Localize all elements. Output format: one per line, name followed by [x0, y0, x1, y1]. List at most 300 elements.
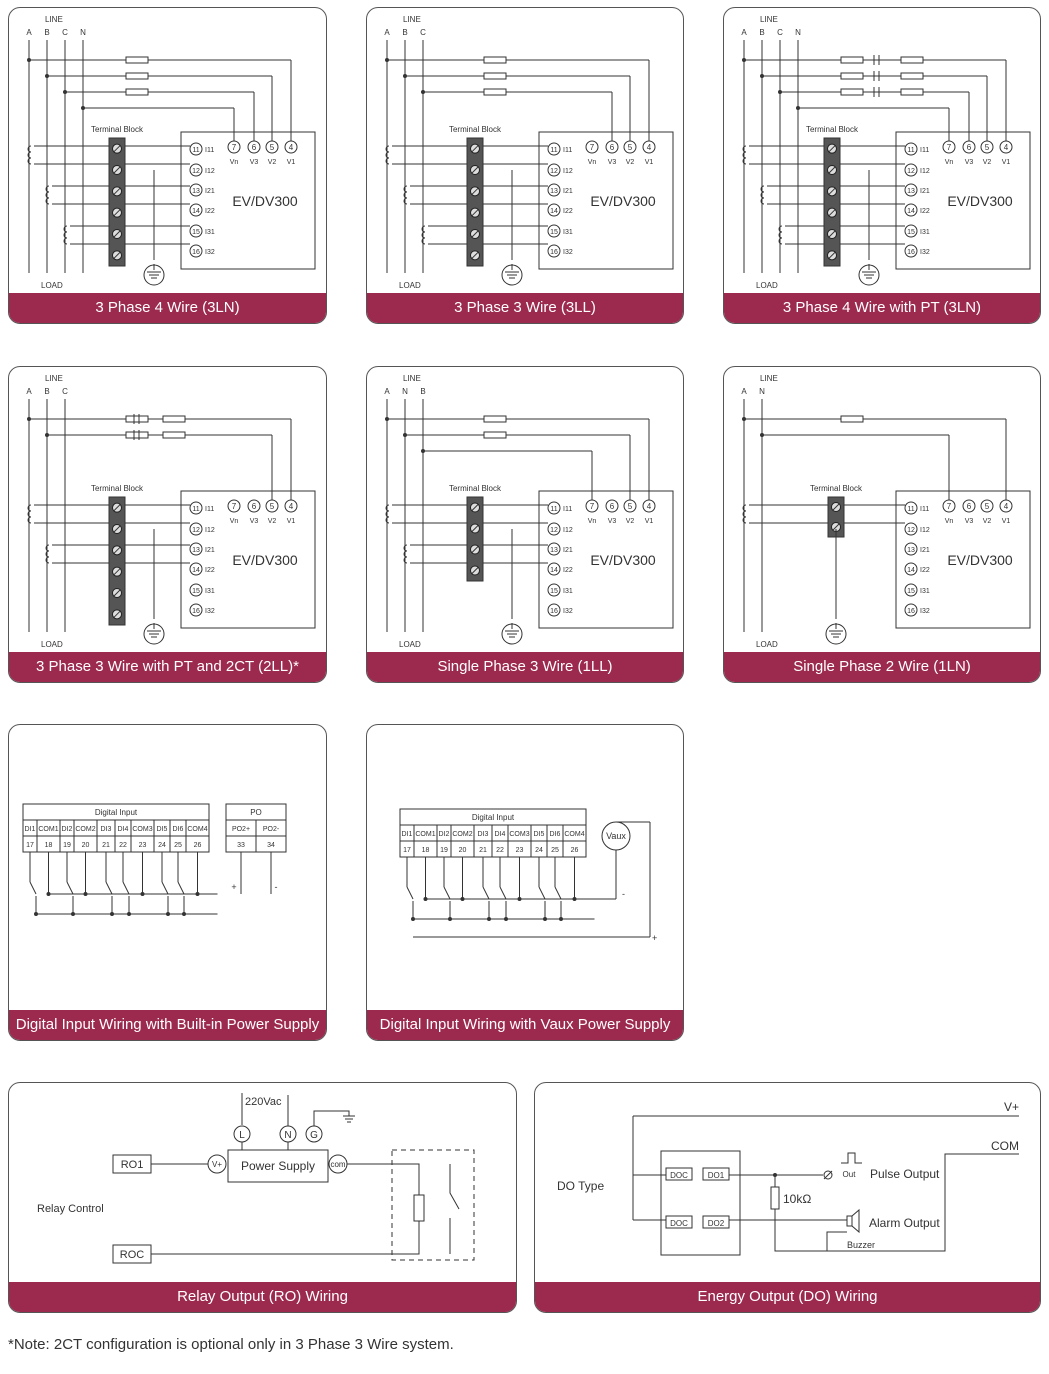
- di-pin-number: 19: [440, 847, 448, 854]
- fuse-icon: [841, 89, 863, 95]
- di-pin-number: 23: [138, 842, 147, 849]
- junction-dot: [385, 58, 389, 62]
- ro1-label: RO1: [120, 1159, 144, 1171]
- terminal-label: I22: [205, 208, 215, 215]
- terminal-number: 4: [646, 502, 652, 511]
- di-column-label: COM4: [564, 831, 585, 838]
- terminal-label: Vn: [229, 159, 239, 166]
- di-column-label: COM3: [509, 831, 530, 838]
- terminal-number: 14: [550, 208, 558, 215]
- fuse-icon: [126, 432, 148, 438]
- di-pin-number: 21: [479, 847, 487, 854]
- terminal-label: I21: [563, 547, 573, 554]
- do-label: DO2: [707, 1219, 725, 1228]
- terminal-number: 7: [231, 502, 237, 511]
- terminal-number: 5: [984, 502, 990, 511]
- di-pin-number: 23: [515, 847, 524, 854]
- vac-label: 220Vac: [245, 1096, 282, 1108]
- junction-dot: [421, 90, 425, 94]
- terminal-number: 11: [550, 147, 558, 154]
- panel-energy-output: [534, 1082, 1041, 1313]
- terminal-number: 5: [627, 502, 633, 511]
- di-column-label: DI4: [117, 826, 129, 833]
- terminal-number: 16: [907, 249, 915, 256]
- terminal-number: 13: [192, 188, 200, 195]
- di-column-label: DI1: [401, 831, 413, 838]
- fuse-icon: [484, 432, 506, 438]
- fuse-icon: [163, 416, 185, 422]
- fuse-icon: [841, 73, 863, 79]
- terminal-number: 6: [251, 143, 257, 152]
- supply-terminal-label: N: [284, 1130, 292, 1141]
- di-pin-number: 20: [458, 847, 467, 854]
- terminal-label: I21: [205, 188, 215, 195]
- panel-caption: Single Phase 3 Wire (1LL): [367, 652, 683, 682]
- terminal-label: I32: [205, 249, 215, 256]
- di-column-label: DI2: [61, 826, 73, 833]
- junction-dot: [27, 58, 31, 62]
- terminal-label: I12: [563, 168, 573, 175]
- wire: [162, 882, 168, 894]
- wiring-diagram: [367, 367, 684, 654]
- terminal-number: 11: [907, 506, 915, 513]
- terminal-label: I12: [563, 527, 573, 534]
- fuse-icon: [901, 57, 923, 63]
- terminal-block: [824, 138, 840, 266]
- phase-label: A: [741, 387, 747, 396]
- fuse-icon: [126, 89, 148, 95]
- di-column-label: DI5: [156, 826, 168, 833]
- terminal-label: V3: [607, 518, 617, 525]
- device-label: EV/DV300: [590, 552, 656, 568]
- terminal-number: 6: [966, 143, 972, 152]
- device-label: EV/DV300: [947, 552, 1013, 568]
- di-column-label: COM1: [415, 831, 436, 838]
- wire: [123, 882, 129, 894]
- di-column-label: DI3: [477, 831, 489, 838]
- wire: [347, 1164, 419, 1195]
- terminal-number: 15: [550, 588, 558, 595]
- terminal-label: Vn: [944, 518, 954, 525]
- terminal-label: I12: [920, 527, 930, 534]
- panel-1p3w: [366, 366, 684, 683]
- di-pin-number: 26: [193, 842, 202, 849]
- terminal-number: 14: [550, 567, 558, 574]
- phase-label: A: [384, 387, 390, 396]
- panel-di-builtin: [8, 724, 327, 1041]
- terminal-label: V3: [964, 518, 974, 525]
- wire: [407, 887, 413, 899]
- terminal-number: 12: [907, 168, 915, 175]
- terminal-label: I11: [205, 506, 215, 513]
- terminal-label: I22: [920, 208, 930, 215]
- terminal-number: 5: [984, 143, 990, 152]
- phase-label: B: [44, 387, 50, 396]
- wiring-diagram: [724, 8, 1041, 295]
- junction-dot: [760, 74, 764, 78]
- wire: [444, 887, 450, 899]
- fuse-icon: [841, 416, 863, 422]
- plus-sign: +: [231, 882, 237, 892]
- phase-label: N: [795, 28, 801, 37]
- terminal-label: V2: [982, 518, 992, 525]
- resistor-label: 10kΩ: [783, 1192, 812, 1206]
- phase-label: A: [26, 28, 32, 37]
- terminal-label: Vn: [229, 518, 239, 525]
- wire: [30, 882, 36, 894]
- di-title: Digital Input: [94, 808, 138, 817]
- junction-dot: [421, 449, 425, 453]
- di-builtin-diagram: [9, 725, 327, 1012]
- minus-sign: -: [274, 882, 278, 892]
- terminal-label: I21: [920, 547, 930, 554]
- terminal-number: 13: [550, 188, 558, 195]
- di-pin-number: 17: [26, 842, 34, 849]
- terminal-number: 12: [192, 168, 200, 175]
- phase-label: N: [80, 28, 86, 37]
- di-pin-number: 19: [63, 842, 71, 849]
- di-column-label: DI4: [494, 831, 506, 838]
- fuse-icon: [484, 416, 506, 422]
- pulse-output-label: Pulse Output: [870, 1167, 940, 1181]
- panel-caption: 3 Phase 4 Wire with PT (3LN): [724, 293, 1040, 323]
- di-pin-number: 18: [421, 847, 430, 854]
- wire: [827, 1232, 847, 1251]
- line-label: LINE: [403, 374, 421, 383]
- com-label: com: [330, 1160, 346, 1169]
- junction-dot: [403, 74, 407, 78]
- terminal-label: V2: [982, 159, 992, 166]
- terminal-number: 12: [550, 168, 558, 175]
- panel-3p3w: [366, 7, 684, 324]
- panel-caption: Energy Output (DO) Wiring: [535, 1282, 1040, 1312]
- terminal-number: 12: [550, 527, 558, 534]
- di-column-label: COM2: [75, 826, 96, 833]
- relay-diagram: [9, 1083, 517, 1284]
- terminal-label: I21: [563, 188, 573, 195]
- terminal-number: 4: [1003, 502, 1009, 511]
- di-pin-number: 25: [551, 847, 559, 854]
- terminal-number: 15: [550, 229, 558, 236]
- di-column-label: DI6: [172, 826, 184, 833]
- terminal-label: I12: [205, 527, 215, 534]
- terminal-label: I22: [563, 567, 573, 574]
- di-pin-number: 22: [119, 842, 127, 849]
- vplus-label: V+: [1003, 1100, 1019, 1114]
- do-module: [661, 1151, 740, 1255]
- terminal-number: 4: [288, 143, 294, 152]
- fuse-icon: [484, 57, 506, 63]
- buzzer-icon: [847, 1216, 852, 1226]
- load-label: LOAD: [756, 281, 778, 290]
- di-column-label: DI2: [438, 831, 450, 838]
- phase-label: N: [759, 387, 765, 396]
- terminal-label: I22: [920, 567, 930, 574]
- terminal-number: 7: [231, 143, 237, 152]
- power-supply-label: Power Supply: [240, 1159, 316, 1173]
- panel-caption: Relay Output (RO) Wiring: [9, 1282, 516, 1312]
- junction-dot: [760, 433, 764, 437]
- terminal-number: 4: [288, 502, 294, 511]
- line-label: LINE: [760, 374, 778, 383]
- terminal-label: I22: [205, 567, 215, 574]
- terminal-label: V1: [1001, 159, 1011, 166]
- phase-label: A: [741, 28, 747, 37]
- terminal-number: 5: [269, 143, 275, 152]
- po-pin-number: 34: [267, 842, 275, 849]
- di-column-label: COM1: [38, 826, 59, 833]
- di-pin-number: 21: [102, 842, 110, 849]
- line-label: LINE: [403, 15, 421, 24]
- panel-caption: 3 Phase 4 Wire (3LN): [9, 293, 326, 323]
- terminal-label: V1: [644, 159, 654, 166]
- terminal-number: 14: [907, 567, 915, 574]
- terminal-number: 7: [946, 502, 952, 511]
- terminal-number: 11: [907, 147, 915, 154]
- terminal-label: I11: [563, 147, 573, 154]
- junction-dot: [742, 58, 746, 62]
- device-label: EV/DV300: [590, 193, 656, 209]
- junction-dot: [45, 74, 49, 78]
- wire: [67, 882, 73, 894]
- terminal-label: I11: [205, 147, 215, 154]
- terminal-number: 15: [192, 588, 200, 595]
- terminal-label: I31: [920, 229, 930, 236]
- wire: [314, 1111, 349, 1126]
- terminal-label: I32: [920, 249, 930, 256]
- terminal-number: 16: [907, 608, 915, 615]
- di-column-label: DI1: [24, 826, 36, 833]
- fuse-icon: [901, 89, 923, 95]
- junction-dot: [45, 433, 49, 437]
- terminal-label: V3: [607, 159, 617, 166]
- terminal-number: 16: [192, 608, 200, 615]
- phase-label: N: [402, 387, 408, 396]
- line-label: LINE: [45, 374, 63, 383]
- relay-control-label: Relay Control: [37, 1203, 104, 1215]
- roc-label: ROC: [119, 1249, 145, 1261]
- terminal-label: V1: [286, 159, 296, 166]
- wire: [151, 1221, 419, 1254]
- phase-label: C: [420, 28, 426, 37]
- terminal-label: I32: [205, 608, 215, 615]
- supply-terminal-label: L: [239, 1130, 245, 1141]
- terminal-label: I21: [920, 188, 930, 195]
- phase-label: B: [44, 28, 50, 37]
- panel-caption: 3 Phase 3 Wire with PT and 2CT (2LL)*: [9, 652, 326, 682]
- di-pin-number: 24: [158, 842, 166, 849]
- load-label: LOAD: [399, 281, 421, 290]
- device-label: EV/DV300: [232, 552, 298, 568]
- terminal-label: I12: [920, 168, 930, 175]
- fuse-icon: [484, 73, 506, 79]
- terminal-label: I32: [920, 608, 930, 615]
- terminal-label: I32: [563, 249, 573, 256]
- terminal-number: 14: [192, 208, 200, 215]
- terminal-number: 6: [609, 502, 615, 511]
- panel-caption: Digital Input Wiring with Vaux Power Supply: [367, 1010, 683, 1040]
- terminal-block-label: Terminal Block: [90, 484, 144, 493]
- terminal-number: 4: [1003, 143, 1009, 152]
- panel-di-vaux: [366, 724, 684, 1041]
- terminal-label: V1: [644, 518, 654, 525]
- panel-caption: 3 Phase 3 Wire (3LL): [367, 293, 683, 323]
- terminal-number: 15: [192, 229, 200, 236]
- panel-relay-output: [8, 1082, 517, 1313]
- phase-label: B: [402, 28, 408, 37]
- terminal-number: 11: [192, 506, 200, 513]
- do-label: DO1: [707, 1171, 725, 1180]
- alarm-output-label: Alarm Output: [869, 1216, 940, 1230]
- terminal-number: 16: [192, 249, 200, 256]
- di-pin-number: 22: [496, 847, 504, 854]
- terminal-label: I31: [563, 588, 573, 595]
- vplus-label: V+: [211, 1160, 223, 1169]
- terminal-number: 14: [907, 208, 915, 215]
- relay-enclosure: [392, 1150, 474, 1260]
- terminal-number: 6: [251, 502, 257, 511]
- po-column-label: PO2-: [262, 826, 280, 833]
- terminal-label: I31: [205, 588, 215, 595]
- di-column-label: COM4: [187, 826, 208, 833]
- terminal-block-label: Terminal Block: [809, 484, 863, 493]
- terminal-label: I11: [920, 147, 930, 154]
- terminal-number: 14: [192, 567, 200, 574]
- di-pin-number: 20: [81, 842, 90, 849]
- phase-label: A: [26, 387, 32, 396]
- terminal-number: 13: [907, 188, 915, 195]
- doc-label: DOC: [670, 1171, 688, 1180]
- terminal-label: I31: [563, 229, 573, 236]
- fuse-icon: [126, 57, 148, 63]
- terminal-label: I11: [563, 506, 573, 513]
- panel-caption: Single Phase 2 Wire (1LN): [724, 652, 1040, 682]
- phase-label: B: [759, 28, 765, 37]
- resistor-icon: [771, 1187, 779, 1209]
- po-title: PO: [250, 808, 262, 817]
- di-column-label: COM2: [452, 831, 473, 838]
- terminal-label: I22: [563, 208, 573, 215]
- terminal-number: 13: [550, 547, 558, 554]
- panel-3p4w: [8, 7, 327, 324]
- wire: [841, 1153, 862, 1163]
- terminal-number: 16: [550, 249, 558, 256]
- terminal-number: 4: [646, 143, 652, 152]
- terminal-label: V3: [964, 159, 974, 166]
- panel-3p3w-pt-2ct: [8, 366, 327, 683]
- po-pin-number: 33: [237, 842, 245, 849]
- terminal-label: Vn: [587, 518, 597, 525]
- wire: [106, 882, 112, 894]
- terminal-label: I31: [920, 588, 930, 595]
- do-type-label: DO Type: [557, 1179, 605, 1193]
- junction-dot: [403, 433, 407, 437]
- out-label: Out: [842, 1170, 856, 1179]
- fuse-icon: [126, 416, 148, 422]
- terminal-number: 6: [966, 502, 972, 511]
- com-label: COM: [991, 1139, 1019, 1153]
- junction-dot: [63, 90, 67, 94]
- junction-dot: [81, 106, 85, 110]
- device-label: EV/DV300: [947, 193, 1013, 209]
- line-label: LINE: [45, 15, 63, 24]
- fuse-icon: [901, 73, 923, 79]
- wire: [178, 882, 184, 894]
- terminal-label: I31: [205, 229, 215, 236]
- phase-label: B: [420, 387, 426, 396]
- terminal-number: 7: [589, 143, 595, 152]
- speaker-icon: [852, 1210, 859, 1232]
- panel-3p4w-pt: [723, 7, 1041, 324]
- di-pin-number: 25: [174, 842, 182, 849]
- terminal-block: [467, 138, 483, 266]
- di-column-label: COM3: [132, 826, 153, 833]
- terminal-block-label: Terminal Block: [805, 125, 859, 134]
- terminal-number: 13: [192, 547, 200, 554]
- vaux-label: Vaux: [606, 831, 626, 841]
- terminal-block: [109, 497, 125, 625]
- device-label: EV/DV300: [232, 193, 298, 209]
- terminal-label: V2: [267, 518, 277, 525]
- di-pin-number: 24: [535, 847, 543, 854]
- terminal-number: 11: [550, 506, 558, 513]
- load-label: LOAD: [41, 640, 63, 649]
- wire: [483, 887, 489, 899]
- doc-label: DOC: [670, 1219, 688, 1228]
- terminal-label: V2: [625, 518, 635, 525]
- di-column-label: DI6: [549, 831, 561, 838]
- terminal-label: Vn: [944, 159, 954, 166]
- wire: [539, 887, 545, 899]
- panel-caption: Digital Input Wiring with Built-in Power Supply: [9, 1010, 326, 1040]
- di-pin-number: 18: [44, 842, 53, 849]
- phase-label: C: [62, 387, 68, 396]
- junction-dot: [796, 106, 800, 110]
- fuse-icon: [126, 73, 148, 79]
- wire: [555, 887, 561, 899]
- wiring-diagram: [9, 8, 327, 295]
- terminal-label: V3: [249, 518, 259, 525]
- terminal-label: I21: [205, 547, 215, 554]
- terminal-number: 7: [589, 502, 595, 511]
- fuse-icon: [484, 89, 506, 95]
- do-diagram: [535, 1083, 1041, 1284]
- di-title: Digital Input: [471, 813, 515, 822]
- plus-sign: +: [652, 933, 658, 943]
- terminal-label: V1: [1001, 518, 1011, 525]
- terminal-block: [109, 138, 125, 266]
- di-vaux-diagram: [367, 725, 684, 1012]
- terminal-number: 15: [907, 229, 915, 236]
- terminal-label: I32: [563, 608, 573, 615]
- junction-dot: [778, 90, 782, 94]
- buzzer-label: Buzzer: [847, 1240, 876, 1250]
- terminal-block-label: Terminal Block: [448, 125, 502, 134]
- terminal-label: I11: [920, 506, 930, 513]
- terminal-label: V2: [625, 159, 635, 166]
- terminal-label: I12: [205, 168, 215, 175]
- junction-dot: [27, 417, 31, 421]
- terminal-block-label: Terminal Block: [90, 125, 144, 134]
- wiring-diagram: [9, 367, 327, 654]
- fuse-icon: [163, 432, 185, 438]
- junction-dot: [742, 417, 746, 421]
- di-column-label: DI5: [533, 831, 545, 838]
- fuse-icon: [841, 57, 863, 63]
- terminal-number: 5: [269, 502, 275, 511]
- phase-label: C: [62, 28, 68, 37]
- terminal-number: 11: [192, 147, 200, 154]
